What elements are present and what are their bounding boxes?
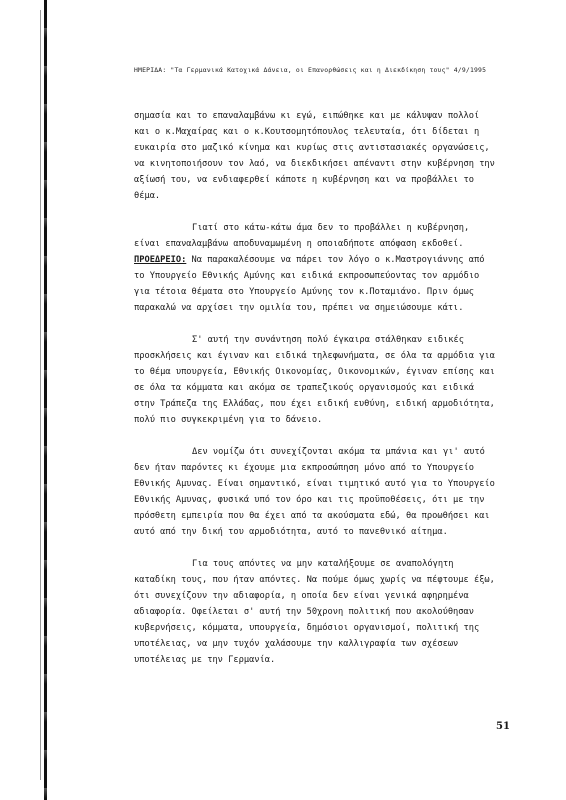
document-body	[134, 108, 512, 684]
text-line: ευκαιρία στο μαζικό κίνημα και κυρίως στις αντιστασιακές οργανώσεις,	[134, 143, 490, 153]
text-line: υποτέλειας με την Γερμανία.	[134, 655, 276, 665]
text-line: αξίωσή του, να ενδιαφερθεί κάποτε η κυβέρνηση και να προβάλλει το	[134, 175, 474, 185]
text-line: καταδίκη τους, που ήταν απόντες. Να πούμε όμως χωρίς να πέφτουμε έξω,	[134, 575, 495, 585]
text-line: Να παρακαλέσουμε να πάρει τον λόγο ο κ.Μαστρογιάννης από	[191, 255, 485, 265]
speaker-line	[134, 252, 512, 268]
text-line: να κινητοποιήσουν τον λαό, να διεκδικήσει απέναντι στην κυβέρνηση την	[134, 159, 495, 169]
paragraph-2	[134, 220, 512, 316]
text-line: αυτό από την δική του αρμοδιότητα, αυτό το πανεθνικό αίτημα.	[134, 527, 448, 537]
text-line: πολύ πιο συγκεκριμένη για το δάνειο.	[134, 415, 323, 425]
paragraph-3	[134, 332, 512, 428]
page-number: 51	[496, 721, 510, 732]
text-line: δεν ήταν παρόντες κι έχουμε μια εκπροσώπηση μόνο από το Υπουργείο	[134, 463, 474, 473]
text-line: κυβερνήσεις, κόμματα, υπουργεία, δημόσιοι οργανισμοί, πολιτική της	[134, 623, 480, 633]
text-line: Εθνικής Αμυνας. Είναι σημαντικό, είναι τιμητικό αυτό για το Υπουργείο	[134, 479, 495, 489]
text-line: Εθνικής Αμυνας, φυσικά υπό τον όρο και τις προϋποθέσεις, ότι με την	[134, 495, 485, 505]
text-line: για τέτοια θέματα στο Υπουργείο Αμύνης τον κ.Ποταμιάνο. Πριν όμως	[134, 287, 474, 297]
text-line: σημασία και το επαναλαμβάνω κι εγώ, ειπώθηκε και με κάλυψαν πολλοί	[134, 111, 480, 121]
text-line: προσκλήσεις και έγιναν και ειδικά τηλεφωνήματα, σε όλα τα αρμόδια για	[134, 351, 495, 361]
text-line: υποτέλειας, να μην τυχόν χαλάσουμε την καλλιγραφία των σχέσεων	[134, 639, 459, 649]
speaker-label: ΠΡΟΕΔΡΕΙΟ:	[134, 255, 187, 265]
text-line: θέμα.	[134, 191, 161, 201]
text-line: Σ' αυτή την συνάντηση πολύ έγκαιρα στάλθηκαν ειδικές	[192, 335, 464, 345]
paragraph-5	[134, 556, 512, 668]
text-line: στην Τράπεζα της Ελλάδας, που έχει ειδική ευθύνη, ειδική αρμοδιότητα,	[134, 399, 495, 409]
text-line: και ο κ.Μαχαίρας και ο κ.Κουτσομητόπουλος τελευταία, ότι δίδεται η	[134, 127, 480, 137]
scan-margin-line	[40, 10, 41, 780]
text-line: παρακαλώ να αρχίσει την ομιλία του, πρέπει να σημειώσουμε κάτι.	[134, 303, 464, 313]
text-line: το Υπουργείο Εθνικής Αμύνης και ειδικά εκπροσωπεύοντας τον αρμόδιο	[134, 271, 480, 281]
paragraph-4	[134, 444, 512, 540]
paragraph-1	[134, 108, 512, 204]
text-line: Γιατί στο κάτω-κάτω άμα δεν το προβάλλει η κυβέρνηση,	[192, 223, 470, 233]
text-line: είναι επαναλαμβάνω αποδυναμωμένη η οποιαδήποτε απόφαση εκδοθεί.	[134, 239, 464, 249]
text-line: το θέμα υπουργεία, Εθνικής Οικονομίας, Οικονομικών, έγιναν επίσης και	[134, 367, 495, 377]
text-line: Δεν νομίζω ότι συνεχίζονται ακόμα τα μπάνια και γι' αυτό	[192, 447, 485, 457]
text-line: πρόσθετη εμπειρία που θα έχει από τα ακούσματα εδώ, θα προωθήσει και	[134, 511, 490, 521]
text-line: ότι συνεχίζουν την αδιαφορία, η οποία δεν είναι γενικά αφηρημένα	[134, 591, 469, 601]
text-line: σε όλα τα κόμματα και ακόμα σε τραπεζικούς οργανισμούς και ειδικά	[134, 383, 474, 393]
text-line: αδιαφορία. Οφείλεται σ' αυτή την 50χρονη πολιτική που ακολούθησαν	[134, 607, 474, 617]
document-header: ΗΜΕΡΙΔΑ: "Τα Γερμανικά Κατοχικά Δάνεια, οι Επανορθώσεις και η Διεκδίκηση τους" 4/9/1995	[134, 66, 487, 74]
text-line: Για τους απόντες να μην καταλήξουμε σε αναπολόγητη	[192, 559, 454, 569]
scan-binding-edge	[44, 0, 47, 800]
